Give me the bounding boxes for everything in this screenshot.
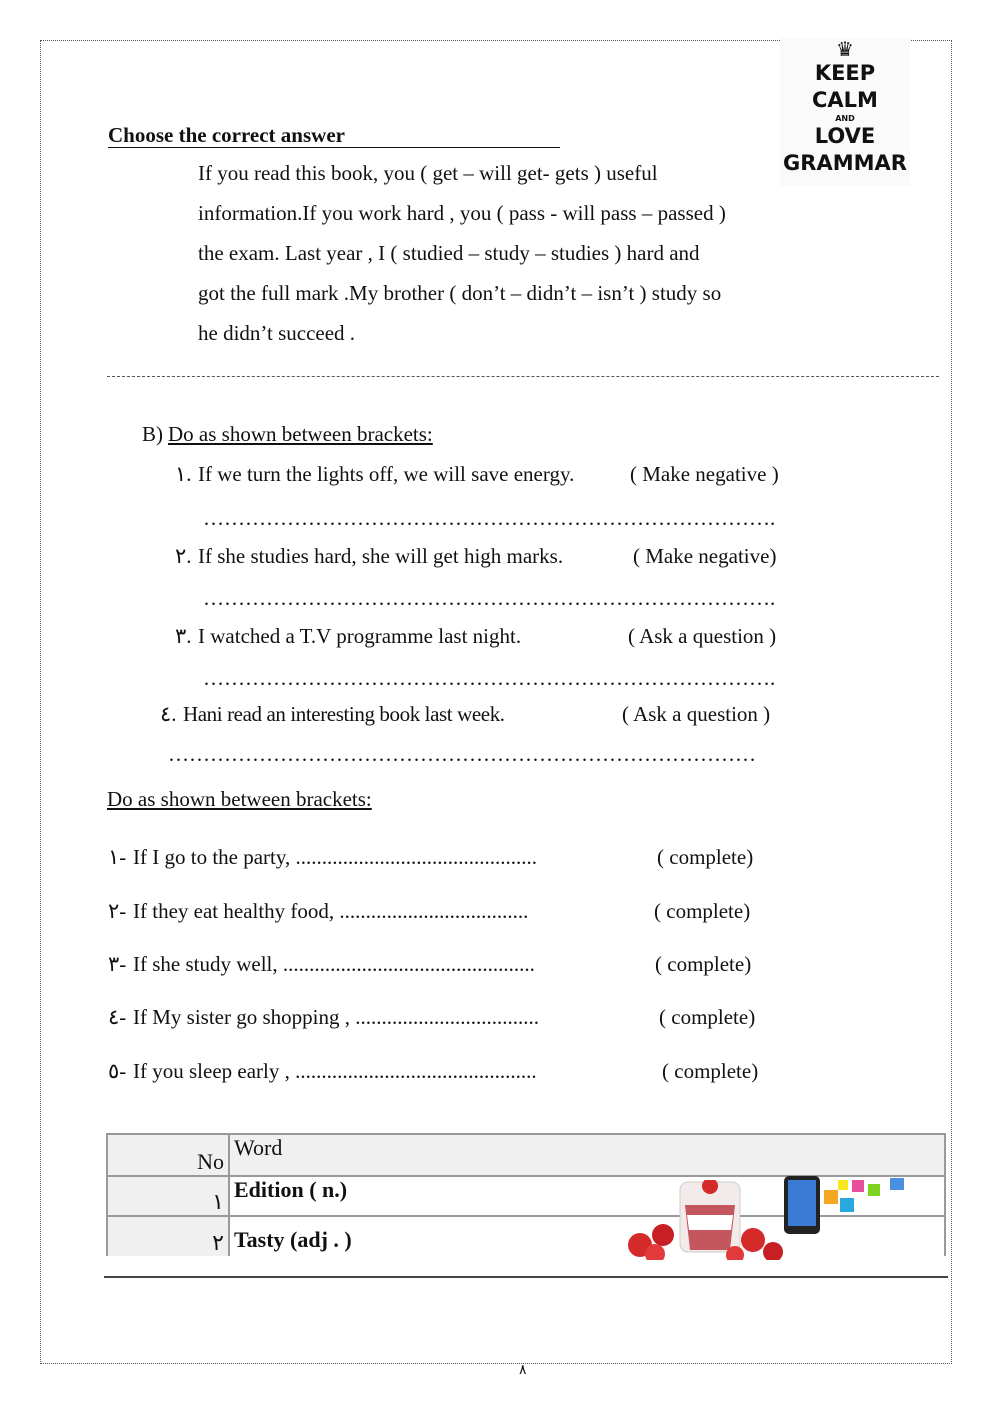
item-text[interactable]: If they eat healthy food, .................................... xyxy=(133,899,529,923)
item-instruction: ( Ask a question ) xyxy=(628,624,777,648)
item-instruction: ( complete) xyxy=(655,952,752,976)
item-text[interactable]: If you sleep early , .............................................. xyxy=(133,1059,537,1083)
item-instruction: ( complete) xyxy=(662,1059,759,1083)
item-instruction: ( Make negative) xyxy=(633,544,777,568)
item-number: ٤- xyxy=(108,1005,127,1029)
page-number: ٨ xyxy=(519,1363,527,1378)
paragraph-line: got the full mark .My brother ( don’t – didn’t – isn’t ) study so xyxy=(198,281,722,305)
item-number: ٥- xyxy=(108,1059,127,1083)
poster-text: GRAMMAR xyxy=(783,151,907,175)
item-instruction: ( complete) xyxy=(657,845,754,869)
crown-icon: ♛ xyxy=(836,37,854,61)
answer-line[interactable]: ………………………………………………………………………. xyxy=(203,506,776,530)
header-word: Word xyxy=(229,1134,945,1176)
item-number: ٣- xyxy=(108,952,127,976)
row-word: Tasty (adj . ) xyxy=(229,1216,945,1256)
keep-calm-poster xyxy=(780,38,910,186)
table-bottom-rule xyxy=(104,1276,948,1278)
poster-text: KEEP xyxy=(814,61,876,85)
section-c-title: Do as shown between brackets: xyxy=(107,787,372,811)
paragraph-line: If you read this book, you ( get – will get- gets ) useful xyxy=(198,161,658,185)
strawberry-dessert-image xyxy=(625,1180,785,1260)
item-text: If we turn the lights off, we will save energy. xyxy=(198,462,575,486)
item-instruction: ( Ask a question ) xyxy=(622,702,771,726)
answer-line[interactable]: ………………………………………………………………………… xyxy=(168,742,756,766)
item-text[interactable]: If she study well, ................................................ xyxy=(133,952,535,976)
table-header-row xyxy=(107,1134,945,1176)
paragraph-line: the exam. Last year , I ( studied – study – studies ) hard and xyxy=(198,241,700,265)
item-instruction: ( Make negative ) xyxy=(630,462,779,486)
section-divider xyxy=(107,376,939,377)
paragraph-line: he didn’t succeed . xyxy=(198,321,356,345)
item-number: ٢. xyxy=(175,544,192,568)
item-instruction: ( complete) xyxy=(659,1005,756,1029)
section-b-title: Do as shown between brackets: xyxy=(168,422,433,446)
answer-line[interactable]: ………………………………………………………………………. xyxy=(203,586,776,610)
answer-line[interactable]: ………………………………………………………………………. xyxy=(203,666,776,690)
row-number: ٢ xyxy=(107,1216,229,1256)
item-text[interactable]: If My sister go shopping , ................................... xyxy=(133,1005,539,1029)
paragraph-line: information.If you work hard , you ( pass - will pass – passed ) xyxy=(198,201,726,225)
poster-text: LOVE xyxy=(814,124,876,148)
poster-text: CALM xyxy=(812,88,878,112)
section-b-label: B) xyxy=(142,422,163,446)
poster-text: AND xyxy=(835,114,855,123)
item-text: Hani read an interesting book last week. xyxy=(183,702,505,726)
item-number: ١- xyxy=(108,845,127,869)
item-text: I watched a T.V programme last night. xyxy=(198,624,522,648)
row-word: Edition ( n.) xyxy=(229,1176,945,1216)
section-a-paragraph xyxy=(198,153,726,353)
item-number: ٣. xyxy=(175,624,192,648)
row-number: ١ xyxy=(107,1176,229,1216)
smartphone-apps-image xyxy=(782,1176,912,1234)
item-text[interactable]: If I go to the party, .............................................. xyxy=(133,845,538,869)
section-a-title: Choose the correct answer xyxy=(108,123,560,148)
header-no: No xyxy=(107,1134,229,1176)
item-instruction: ( complete) xyxy=(654,899,751,923)
item-number: ١. xyxy=(175,462,192,486)
item-text: If she studies hard, she will get high marks. xyxy=(198,544,564,568)
item-number: ٢- xyxy=(108,899,127,923)
item-number: ٤. xyxy=(160,702,177,726)
